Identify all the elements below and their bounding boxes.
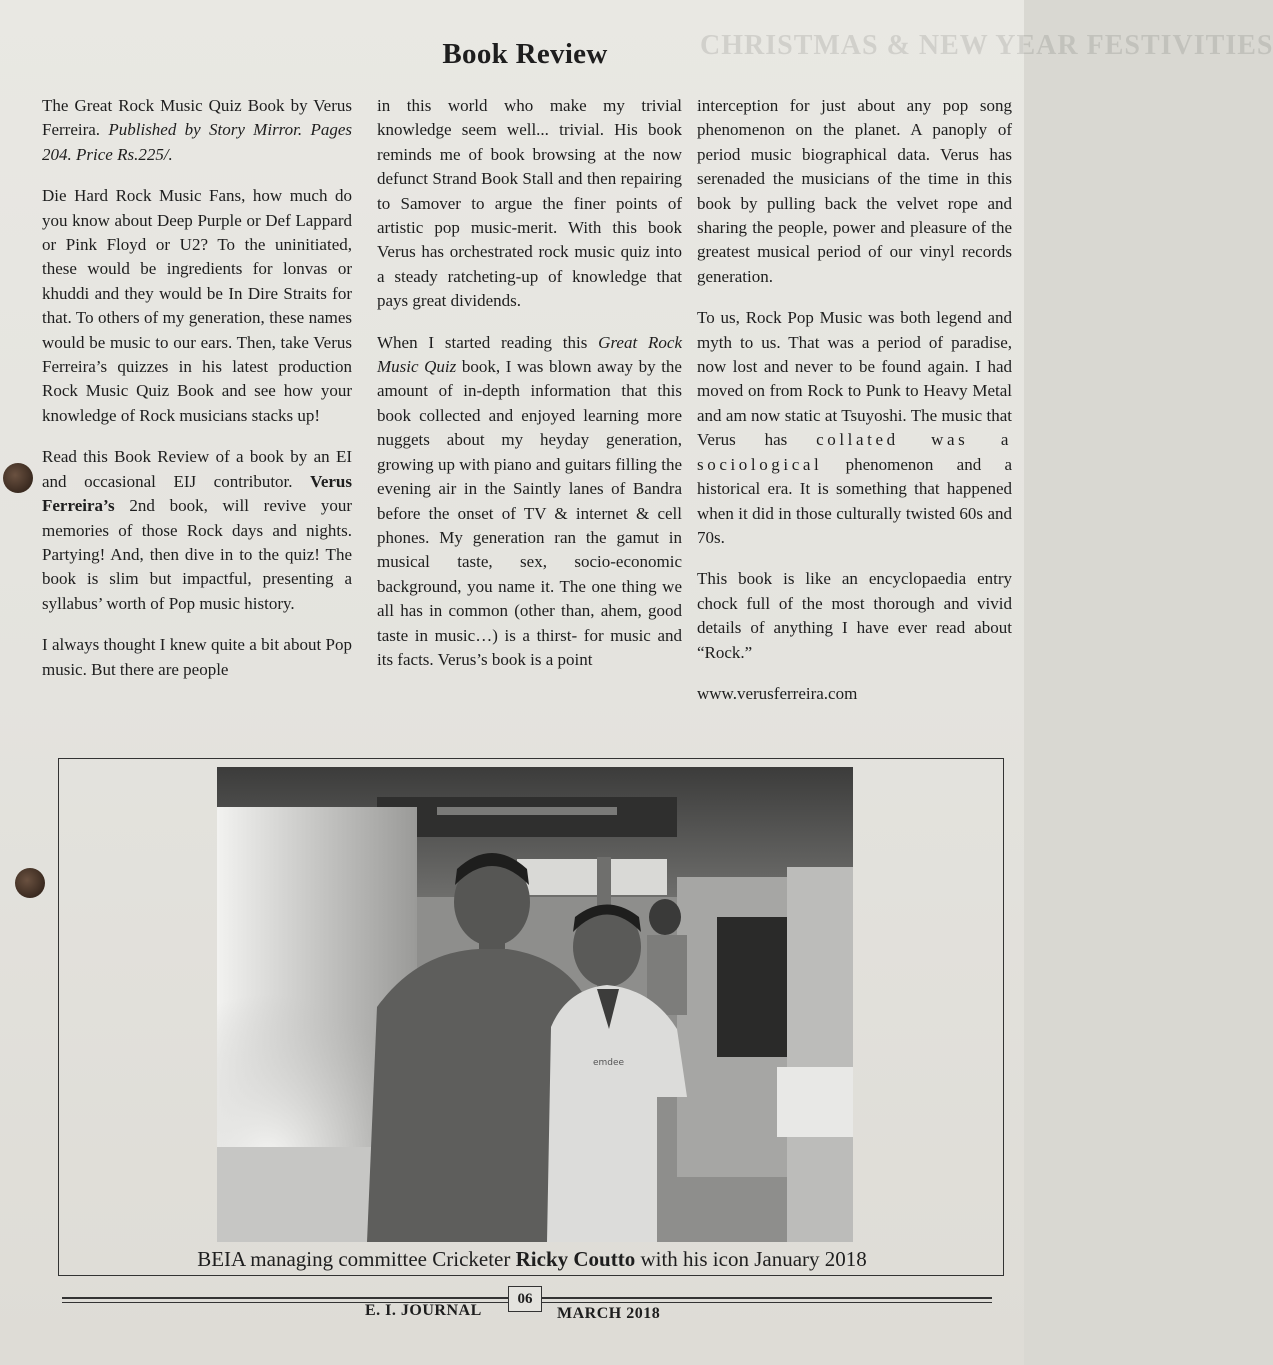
- punch-hole-bottom: [15, 868, 45, 898]
- author-name: Verus Ferreira’s: [42, 471, 352, 516]
- punch-hole-top: [3, 463, 33, 493]
- photo-illustration: [217, 767, 853, 1242]
- page-number: 06: [508, 1286, 542, 1312]
- author-website-link[interactable]: www.verusferreira.com: [697, 683, 858, 703]
- caption-text: BEIA managing committee Cricketer: [197, 1247, 516, 1271]
- paragraph: [697, 306, 1012, 550]
- photo-caption: [59, 1247, 1005, 1272]
- shirt-logo-text: emdee: [593, 1058, 625, 1068]
- text-run: Read this Book Review of a book by an EI and occasional EIJ contributor.: [42, 447, 352, 491]
- text-run: To us, Rock Pop Music was both legend and myth to us. That was a period of paradise, now lost and never to be found again. I had moved on from Rock to Punk to Heavy Metal and am now static at Tsuyoshi. The music that Verus has: [697, 308, 1012, 450]
- photo: [217, 767, 853, 1242]
- journal-name: E. I. JOURNAL: [365, 1302, 482, 1319]
- caption-name: Ricky Coutto: [515, 1247, 636, 1271]
- text-run-spaced: collated was a sociological: [697, 430, 1012, 474]
- paragraph: Die Hard Rock Music Fans, how much do you know about Deep Purple or Def Lappard or Pink Floyd or U2? To the uninitiated, these would be ingredients for lonvas or khuddi and they would be In Dire Straits for that. To others of my generation, these names would be music to our ears. Then, take Verus Ferreira’s quizzes in his latest production Rock Music Quiz Book and see how your knowledge of Rock musicians stacks up!: [42, 186, 352, 425]
- paragraph: I always thought I knew quite a bit about Pop music. But there are people: [42, 635, 352, 679]
- publisher-info: Published by Story Mirror. Pages 204. Price Rs.225/.: [42, 120, 352, 164]
- issue-date: MARCH 2018: [557, 1305, 661, 1322]
- page-title: Book Review: [442, 38, 608, 70]
- article-column-3: [697, 94, 1012, 723]
- paragraph: [377, 331, 682, 673]
- caption-text: with his icon January 2018: [635, 1247, 867, 1271]
- text-run: book, I was blown away by the amount of in-depth information that this book collected and enjoyed learning more nuggets about my heyday generation, growing up with piano and guitars filling the evening air in the Saintly lanes of Bandra before the onset of TV & internet & cell phones. My generation ran the gamut in musical taste, sex, socio-economic background, you name it. The one thing we all has in common (other than, ahem, good taste in music…) is a thirst- for music and its facts. Verus’s book is a point: [377, 357, 682, 669]
- paragraph: in this world who make my trivial knowledge seem well... trivial. His book reminds me of book browsing at the now defunct Strand Book Stall and then repairing to Samover to argue the finer points of artistic pop music-merit. With this book Verus has orchestrated rock music quiz into a steady ratcheting-up of knowledge that pays great dividends.: [377, 96, 682, 311]
- text-run: When I started reading this: [377, 332, 599, 352]
- photo-figure: [58, 758, 1004, 1276]
- text-run: phenomenon and a historical era. It is something that happened when it did in those culturally twisted 60s and 70s.: [697, 454, 1012, 547]
- book-details: [42, 94, 352, 167]
- bleed-through-text: CHRISTMAS & NEW YEAR FESTIVITIES: [700, 30, 1273, 61]
- text-run: 2nd book, will revive your memories of those Rock days and nights. Partying! And, then dive in to the quiz! The book is slim but impactful, presenting a syllabus’ worth of Pop music history.: [42, 496, 352, 613]
- article-column-1: [42, 94, 352, 699]
- book-title-italic: Great Rock Music Quiz: [377, 332, 682, 377]
- paragraph: [42, 445, 352, 616]
- paragraph: This book is like an encyclopaedia entry chock full of the most thorough and vivid details of anything I have ever read about “Rock.”: [697, 569, 1012, 662]
- book-title-author: The Great Rock Music Quiz Book by Verus Ferreira.: [42, 96, 352, 140]
- article-column-2: [377, 94, 682, 689]
- paragraph: interception for just about any pop song phenomenon on the planet. A panoply of period music biographical data. Verus has serenaded the musicians of the time in this book by pulling back the velvet rope and sharing the people, power and pleasure of the greatest musical period of our vinyl records generation.: [697, 96, 1012, 286]
